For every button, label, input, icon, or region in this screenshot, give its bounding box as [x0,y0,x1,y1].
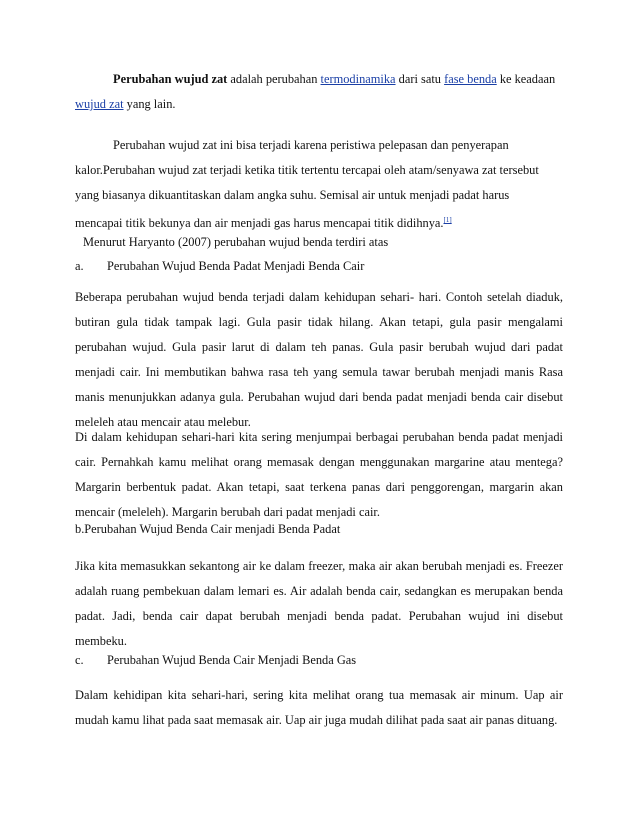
text-span: ke keadaan [496,72,556,86]
link-termodinamika[interactable]: termodinamika [320,72,396,86]
explanation-paragraph [75,133,555,236]
list-item-c [75,648,563,673]
body-paragraph: Dalam kehidipan kita sehari-hari, sering kita melihat orang tua memasak air minum. Uap air mudah kamu lihat pada saat memasak air. Uap air juga mudah dilihat pada saat air panas dituang. [75,688,563,727]
link-wujud-zat[interactable]: wujud zat [75,97,124,111]
link-fase-benda[interactable]: fase benda [444,72,497,86]
text-span: yang lain. [123,97,176,111]
section-heading-b: b.Perubahan Wujud Benda Cair menjadi Benda Padat [75,522,341,536]
body-paragraph: Di dalam kehidupan sehari-hari kita sering menjumpai berbagai perubahan benda padat menjadi cair. Pernahkah kamu melihat orang memasak dengan menggunakan margarine atau mentega? Margarin berbentuk padat. Akan tetapi, saat terkena panas dari penggorengan, margarin akan mencair (meleleh). Margarin berubah dari padat menjadi cair. [75,430,563,519]
text-span: adalah perubahan [227,72,321,86]
list-item-a [75,254,563,279]
reference-link[interactable]: [1] [443,216,452,224]
text-span: Perubahan wujud zat ini bisa terjadi karena peristiwa pelepasan dan penyerapan kalor.Perubahan wujud zat terjadi ketika titik tertentu tercapai oleh atam/senyawa zat tersebut yang biasanya dikuantitaskan dalam angka suhu. Semisal air untuk menjadi padat harus mencapai titik bekunya dan air menjadi gas harus mencapai titik didihnya. [75,138,539,230]
list-text: Perubahan Wujud Benda Padat Menjadi Benda Cair [107,259,365,273]
body-paragraph: Beberapa perubahan wujud benda terjadi dalam kehidupan sehari- hari. Contoh setelah diaduk, butiran gula tidak tampak lagi. Gula pasir tidak hilang. Akan tetapi, gula pasir mengalami perubahan wujud. Gula pasir larut di dalam teh panas. Gula pasir berubah wujud dari padat menjadi cair. Ini membutikan bahwa rasa teh yang semula tawar berubah menjadi manis Rasa manis menunjukkan adanya gula. Perubahan wujud dari benda padat menjadi benda cair disebut meleleh atau mencair atau melebur. [75,290,563,429]
term-bold: Perubahan wujud zat [113,72,228,86]
list-label: c. [75,653,84,667]
list-text: Perubahan Wujud Benda Cair Menjadi Benda Gas [107,653,357,667]
list-label: a. [75,259,84,273]
intro-paragraph [75,67,567,117]
source-paragraph: Menurut Haryanto (2007) perubahan wujud benda terdiri atas [83,235,389,249]
text-span: dari satu [395,72,445,86]
body-paragraph: Jika kita memasukkan sekantong air ke dalam freezer, maka air akan berubah menjadi es. Freezer adalah ruang pembekuan dalam lemari es. Air adalah benda cair, sedangkan es merupakan benda padat. Jadi, benda cair dapat berubah menjadi benda padat. Perubahan wujud ini disebut membeku. [75,559,563,648]
